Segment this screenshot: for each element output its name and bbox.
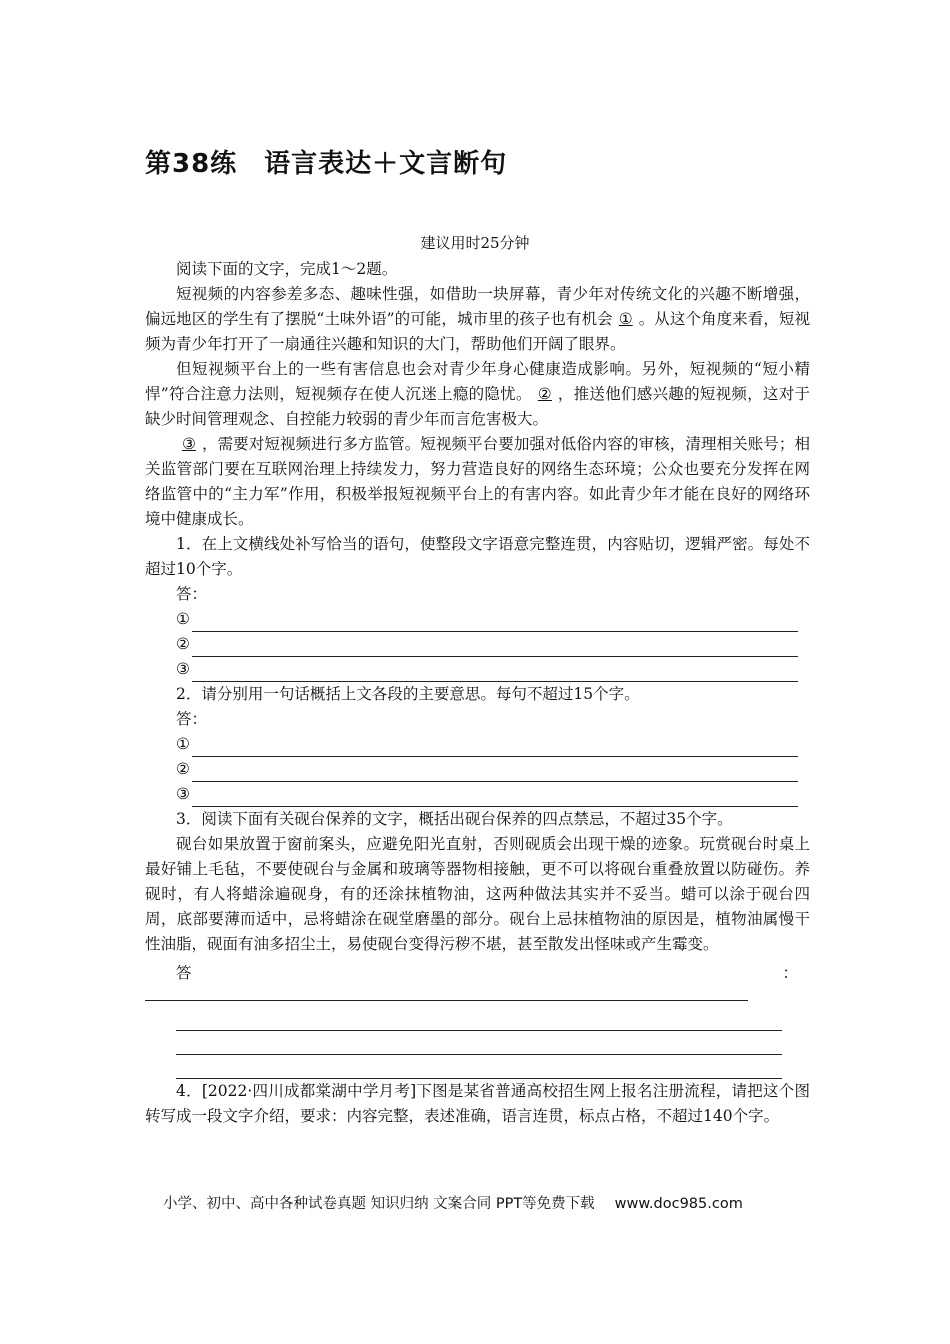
page-title: 第38练 语言表达＋文言断句	[145, 149, 508, 179]
reading-intro: 阅读下面的文字，完成1～2题。	[176, 260, 398, 278]
question-2: 2．请分别用一句话概括上文各段的主要意思。每句不超过15个字。	[176, 685, 640, 703]
answer-line[interactable]: ③	[145, 657, 810, 682]
answer-label: 答 ：	[176, 964, 798, 982]
answer-line[interactable]: ②	[145, 757, 810, 782]
answer-line[interactable]	[176, 1016, 782, 1031]
blank-2: ②	[537, 385, 552, 403]
question-1: 1．在上文横线处补写恰当的语句，使整段文字语意完整连贯，内容贴切，逻辑严密。每处不超过10个字。	[145, 535, 810, 578]
question-4: 4．[2022·四川成都棠湖中学月考]下图是某省普通高校招生网上报名注册流程，请把这个图转写成一段文字介绍，要求：内容完整，表述准确，语言连贯，标点占格，不超过140个字。	[145, 1082, 810, 1125]
footer: 小学、初中、高中各种试卷真题 知识归纳 文案合同 PPT等免费下载 www.doc985.com	[163, 1196, 743, 1212]
blank-1: ①	[618, 310, 633, 328]
answer-line[interactable]	[145, 986, 748, 1001]
answer-line[interactable]: ③	[145, 782, 810, 807]
suggested-time: 建议用时25分钟	[420, 234, 530, 252]
answer-line[interactable]: ①	[145, 607, 810, 632]
inkstone-passage: 砚台如果放置于窗前案头，应避免阳光直射，否则砚质会出现干燥的迹象。玩赏砚台时桌上最好铺上毛毡，不要使砚台与金属和玻璃等器物相接触，更不可以将砚台重叠放置以防碰伤。养砚时，有人将蜡涂遍砚身，有的还涂抹植物油，这两种做法其实并不妥当。蜡可以涂于砚台四周，底部要薄而适中，忌将蜡涂在砚堂磨墨的部分。砚台上忌抹植物油的原因是，植物油属慢干性油脂，砚面有油多招尘土，易使砚台变得污秽不堪，甚至散发出怪味或产生霉变。	[145, 835, 810, 953]
question-3: 3．阅读下面有关砚台保养的文字，概括出砚台保养的四点禁忌，不超过35个字。	[176, 810, 733, 828]
answer-label: 答：	[176, 585, 208, 603]
passage-paragraph-2: 但短视频平台上的一些有害信息也会对青少年身心健康造成影响。另外，短视频的“短小精悍”符合注意力法则，短视频存在使人沉迷上瘾的隐忧。 ② ，推送他们感兴趣的短视频，这对于缺少时间管理观念、自控能力较弱的青少年而言危害极大。	[145, 360, 810, 428]
answer-line[interactable]	[176, 1040, 782, 1055]
passage-paragraph-1: 短视频的内容参差多态、趣味性强，如借助一块屏幕，青少年对传统文化的兴趣不断增强，偏远地区的学生有了摆脱“土味外语”的可能，城市里的孩子也有机会 ① 。从这个角度来看，短视频为青少年打开了一扇通往兴趣和知识的大门，帮助他们开阔了眼界。	[145, 285, 810, 353]
answer-line[interactable]	[176, 1064, 782, 1079]
passage-paragraph-3: ③ ，需要对短视频进行多方监管。短视频平台要加强对低俗内容的审核，清理相关账号；相关监管部门要在互联网治理上持续发力，努力营造良好的网络生态环境；公众也要充分发挥在网络监管中的“主力军”作用，积极举报短视频平台上的有害内容。如此青少年才能在良好的网络环境中健康成长。	[145, 435, 810, 528]
blank-3: ③	[182, 435, 196, 453]
worksheet-content	[145, 257, 810, 1129]
answer-line[interactable]: ②	[145, 632, 810, 657]
answer-label: 答：	[176, 710, 208, 728]
footer-url[interactable]: www.doc985.com	[614, 1196, 743, 1212]
answer-line[interactable]: ①	[145, 732, 810, 757]
